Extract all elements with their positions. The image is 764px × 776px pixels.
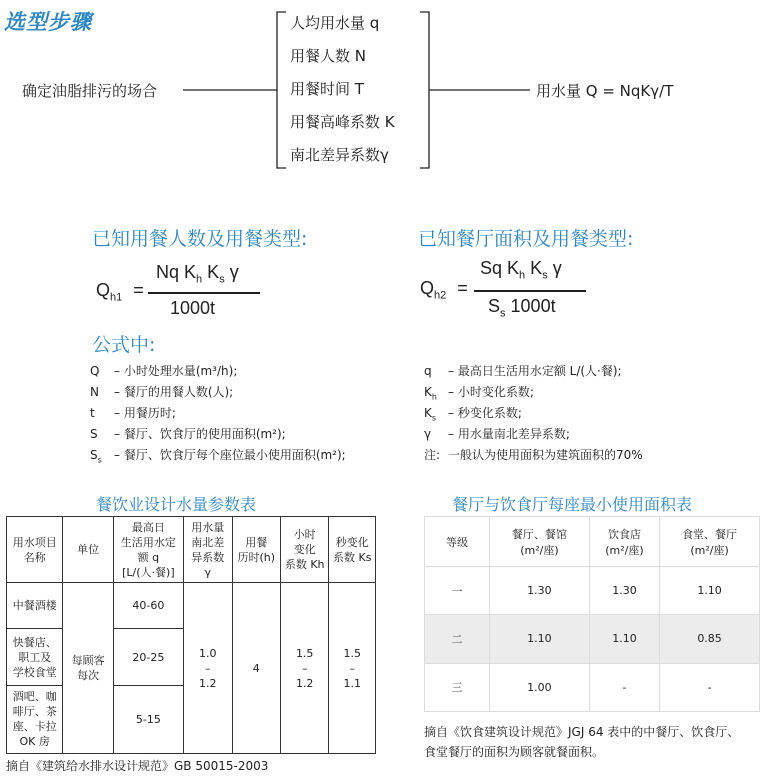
symbol-description: 一般认为使用面积为建筑面积的70%: [448, 448, 643, 462]
flow-item-diners: 用餐人数 N: [290, 47, 366, 65]
table1-header-ks: 秒变化 系数 Ks: [329, 517, 376, 583]
table-row: [425, 567, 760, 615]
symbol-row: [90, 383, 233, 400]
flow-result: 用水量 Q = NqKγ/T: [536, 82, 674, 100]
table2-title: 餐厅与饮食厅每座最小使用面积表: [452, 495, 693, 514]
symbol-row: [424, 404, 522, 422]
table2-cell: 1.30: [490, 567, 590, 615]
table-row: [425, 615, 760, 663]
symbol-name: $S_s$: [90, 448, 102, 465]
table1-row-name: 酒吧、咖 啡厅、茶 座、卡拉 OK 房: [7, 685, 63, 753]
formula-legend-heading: 公式中:: [92, 334, 156, 356]
flow-source-label: 确定油脂排污的场合: [22, 82, 158, 100]
case2-heading: 已知餐厅面积及用餐类型:: [418, 228, 634, 250]
symbol-row: [90, 362, 237, 379]
flow-item-regional-factor: 南北差异系数γ: [290, 146, 389, 164]
symbol-name: 注:: [424, 448, 441, 462]
symbol-row: [424, 383, 534, 401]
symbol-description: – 小时变化系数;: [448, 385, 534, 399]
symbol-row: [90, 446, 346, 464]
table1-header-unit: 单位: [63, 517, 113, 583]
table1-row-quota: 40-60: [113, 583, 183, 629]
table1-row-name: 中餐酒楼: [7, 583, 63, 629]
table1-header-row: [7, 517, 376, 583]
symbol-subscript: h: [431, 392, 437, 402]
case1-lhs: $Q_{h1}$ =: [96, 280, 144, 304]
symbol-name: γ: [424, 427, 432, 441]
table2-cell: 三: [425, 663, 490, 711]
case1-denominator: 1000t: [170, 298, 216, 318]
symbol-name: S: [90, 427, 98, 441]
water-parameter-table: [6, 516, 376, 754]
symbol-subscript: s: [431, 413, 437, 423]
symbol-name: q: [424, 364, 432, 378]
table2-cell: -: [660, 663, 760, 711]
symbol-description: – 餐厅、饮食厅每个座位最小使用面积(m²);: [114, 448, 346, 462]
table2-cell: 二: [425, 615, 490, 663]
symbol-description: – 餐厅、饮食厅的使用面积(m²);: [114, 427, 286, 441]
table1-ks-cell: 1.5 – 1.1: [329, 583, 376, 754]
case2-lhs: $Q_{h2}$ =: [420, 278, 468, 302]
table2-header-eatery: 饮食店 (m²/座): [589, 517, 659, 567]
case1-numerator: Nq $K_h$ $K_s$ γ: [156, 262, 239, 286]
table2-cell: 一: [425, 567, 490, 615]
table1-header-duration: 用餐 历时(h): [232, 517, 280, 583]
case2-denominator: $S_s$ 1000t: [488, 296, 556, 320]
table2-cell: 1.30: [589, 567, 659, 615]
case1-fraction-bar: [148, 292, 260, 294]
case2-fraction-bar: [474, 290, 586, 292]
table2-cell: -: [589, 663, 659, 711]
symbol-name: $K_h$: [424, 385, 437, 402]
table1-source: 摘自《建筑给水排水设计规范》GB 50015-2003: [6, 759, 269, 773]
symbol-name: N: [90, 385, 99, 399]
table1-row-quota: 20-25: [113, 629, 183, 685]
table1-title: 餐饮业设计水量参数表: [96, 495, 257, 514]
case2-numerator: Sq $K_h$ $K_s$ γ: [480, 258, 562, 282]
symbol-row: [424, 446, 643, 463]
symbol-subscript: s: [97, 455, 102, 465]
table2-cell: 0.85: [660, 615, 760, 663]
table1-unit-cell: 每顾客 每次: [63, 583, 113, 754]
page-title: 选型步骤: [4, 10, 92, 34]
table1-row-quota: 5-15: [113, 685, 183, 753]
table1-kh-cell: 1.5 – 1.2: [280, 583, 328, 754]
table-row: [7, 583, 376, 629]
symbol-description: – 最高日生活用水定额 L/(人·餐);: [448, 364, 622, 378]
symbol-description: – 小时处理水量(m³/h);: [114, 364, 238, 378]
symbol-name: t: [90, 406, 95, 420]
table2-cell: 1.10: [589, 615, 659, 663]
symbol-name: Q: [90, 364, 100, 378]
table2-header-grade: 等级: [425, 517, 490, 567]
flow-item-water-per-person: 人均用水量 q: [290, 14, 380, 32]
table1-duration-cell: 4: [232, 583, 280, 754]
flow-item-peak-factor: 用餐高峰系数 K: [290, 113, 395, 131]
table1-header-name: 用水项目 名称: [7, 517, 63, 583]
seat-area-table: [424, 516, 760, 712]
table1-header-quota: 最高日 生活用水定 额 q [L/(人·餐)]: [113, 517, 183, 583]
table2-cell: 1.10: [660, 567, 760, 615]
table2-source: 摘自《饮食建筑设计规范》JGJ 64 表中的中餐厅、饮食厅、 食堂餐厅的面积为顾客就餐面积。: [424, 725, 740, 759]
symbol-row: [90, 425, 286, 442]
symbol-name: $K_s$: [424, 406, 437, 423]
table1-header-gamma: 用水量 南北差 异系数 γ: [184, 517, 232, 583]
symbol-description: – 用水量南北差异系数;: [448, 427, 570, 441]
table2-header-canteen: 食堂、餐厅 (m²/座): [660, 517, 760, 567]
symbol-description: – 餐厅的用餐人数(人);: [114, 385, 234, 399]
table1-header-kh: 小时 变化 系数 Kh: [280, 517, 328, 583]
table2-cell: 1.00: [490, 663, 590, 711]
symbol-description: – 用餐历时;: [114, 406, 176, 420]
table2-header-restaurant: 餐厅、餐馆 (m²/座): [490, 517, 590, 567]
table2-header-row: [425, 517, 760, 567]
symbol-row: [424, 425, 570, 442]
symbol-description: – 秒变化系数;: [448, 406, 522, 420]
flow-item-meal-time: 用餐时间 T: [290, 80, 364, 98]
table-row: [425, 663, 760, 711]
table1-gamma-cell: 1.0 – 1.2: [184, 583, 232, 754]
table2-cell: 1.10: [490, 615, 590, 663]
table1-row-name: 快餐店、 职工及 学校食堂: [7, 629, 63, 685]
symbol-row: [424, 362, 622, 379]
case1-heading: 已知用餐人数及用餐类型:: [92, 228, 308, 250]
symbol-row: [90, 404, 176, 421]
